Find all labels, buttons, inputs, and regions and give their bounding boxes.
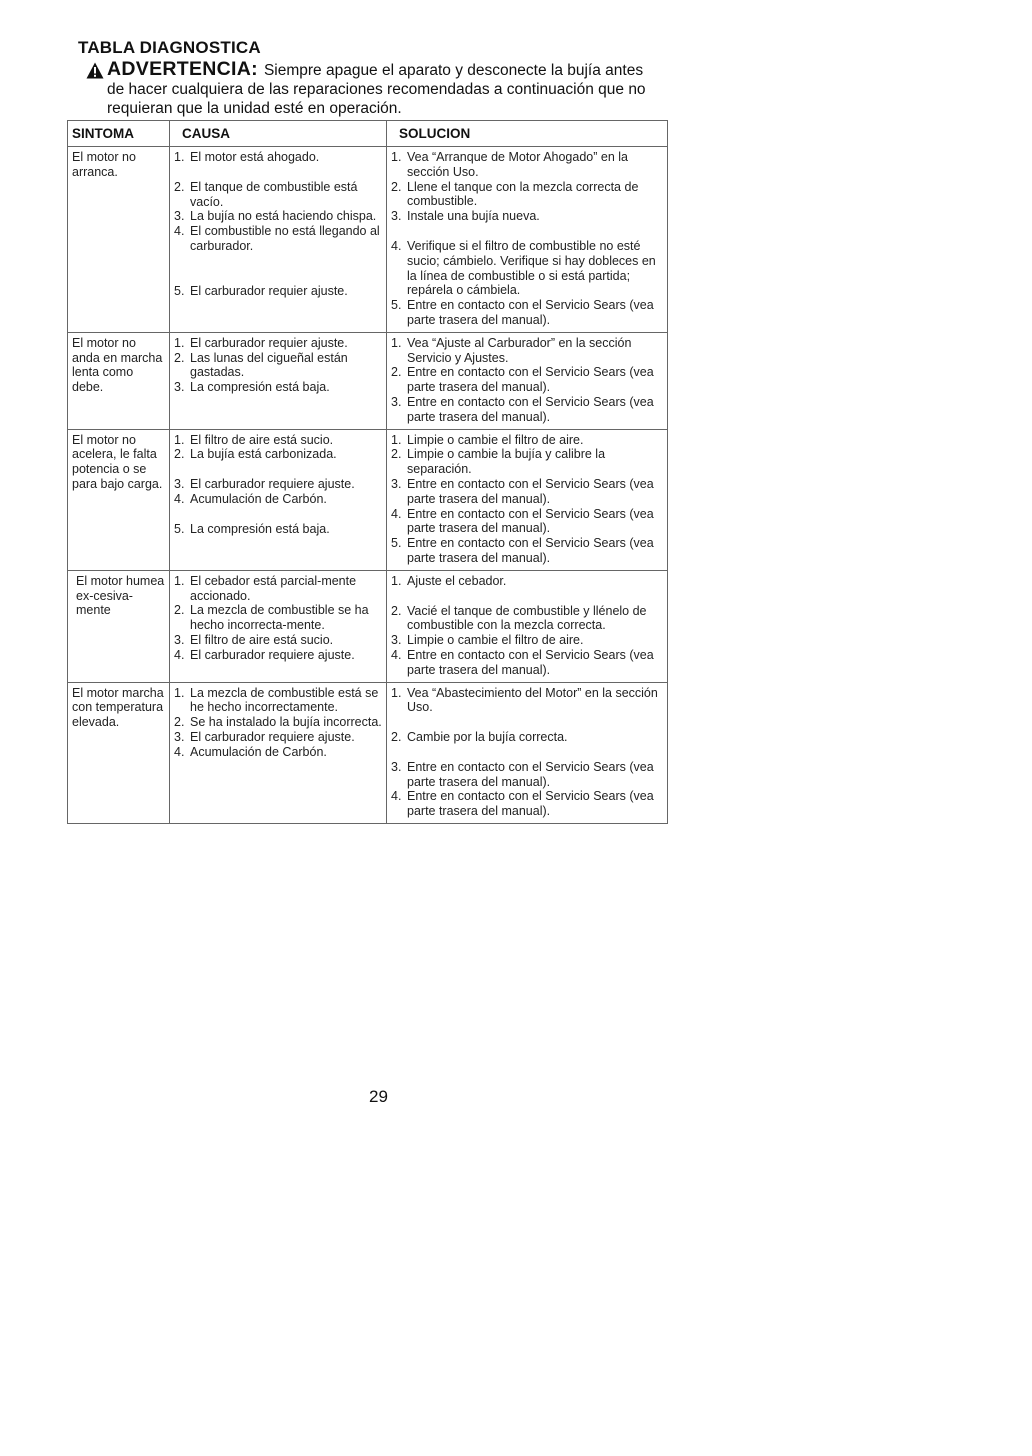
solution-item: 2. Llene el tanque con la mezcla correcta de combustible.	[391, 179, 639, 209]
symptom-cell: El motor marcha con temperatura elevada.	[68, 682, 170, 824]
solution-item: 1. Ajuste el cebador.	[391, 573, 507, 588]
table-row	[68, 332, 668, 429]
solution-item: 1. Vea “Arranque de Motor Ahogado” en la sección Uso.	[391, 150, 628, 179]
table-row	[68, 429, 668, 570]
solution-item: 4. Entre en contacto con el Servicio Sears (vea parte trasera del manual).	[391, 789, 654, 819]
solution-item: 5. Entre en contacto con el Servicio Sears (vea parte trasera del manual).	[391, 298, 654, 327]
solution-item: 4. Entre en contacto con el Servicio Sears (vea parte trasera del manual).	[391, 647, 654, 677]
cause-item: 4. El carburador requiere ajuste.	[174, 647, 355, 662]
solution-item: 2. Limpie o cambie la bujía y calibre la separación.	[391, 447, 606, 477]
solution-item: 3. Entre en contacto con el Servicio Sears (vea parte trasera del manual).	[391, 476, 654, 506]
cause-item: 2. La bujía está carbonizada.	[174, 447, 337, 462]
cause-item: 1. La mezcla de combustible está se he hecho incorrectamente.	[174, 685, 379, 715]
solution-item: 4. Entre en contacto con el Servicio Sears (vea parte trasera del manual).	[391, 506, 654, 536]
solution-item: 3. Limpie o cambie el filtro de aire.	[391, 633, 584, 648]
solution-item: 1. Vea “Abastecimiento del Motor” en la sección Uso.	[391, 685, 658, 715]
solution-item: 2. Cambie por la bujía correcta.	[391, 730, 568, 745]
solution-item: 4. Verifique si el filtro de combustible no esté sucio; cámbielo. Verifique si hay dobleces en la línea de combustible o si está partida; repárela o cámbiela.	[391, 238, 656, 298]
solution-item: 1. Limpie o cambie el filtro de aire.	[391, 432, 584, 447]
table-row	[68, 570, 668, 682]
warning-triangle-icon	[86, 62, 104, 79]
cause-item: 3. El filtro de aire está sucio.	[174, 632, 334, 647]
cause-item: 4. Acumulación de Carbón.	[174, 491, 327, 506]
warning-label: ADVERTENCIA:	[107, 58, 258, 80]
warning-text-line1: Siempre apague el aparato y desconecte la bujía antes	[263, 62, 644, 79]
solution-cell	[387, 147, 668, 333]
header-cause: CAUSA	[170, 121, 387, 147]
table-header-row	[68, 121, 668, 147]
page-heading: TABLA DIAGNOSTICA	[78, 38, 261, 57]
table-row	[68, 682, 668, 824]
cause-item: 4. El combustible no está llegando al carburador.	[174, 224, 380, 253]
solution-item: 3. Entre en contacto con el Servicio Sears (vea parte trasera del manual).	[391, 759, 654, 789]
solution-item: 5. Entre en contacto con el Servicio Sears (vea parte trasera del manual).	[391, 536, 654, 565]
solution-item: 2. Entre en contacto con el Servicio Sears (vea parte trasera del manual).	[391, 365, 654, 395]
cause-item: 2. La mezcla de combustible se ha hecho incorrecta-mente.	[174, 603, 369, 633]
cause-item: 1. El motor está ahogado.	[174, 150, 320, 164]
cause-item: 3. La bujía no está haciendo chispa.	[174, 209, 377, 224]
solution-item: 3. Entre en contacto con el Servicio Sears (vea parte trasera del manual).	[391, 394, 654, 424]
table-row	[68, 147, 668, 333]
page-number: 29	[369, 1087, 388, 1106]
cause-item: 2. Se ha instalado la bujía incorrecta.	[174, 715, 382, 730]
symptom-cell: El motor humea ex-cesiva-mente	[68, 570, 170, 682]
warning-text: de hacer cualquiera de las reparaciones recomendadas a continuación que no requieran que la unidad esté en operación.	[107, 81, 646, 117]
cause-cell	[170, 429, 387, 570]
warning-notice	[86, 60, 676, 118]
cause-item: 5. La compresión está baja.	[174, 521, 330, 536]
diagnostic-table	[67, 120, 668, 824]
cause-cell	[170, 570, 387, 682]
cause-cell	[170, 147, 387, 333]
cause-cell	[170, 332, 387, 429]
cause-item: 3. La compresión está baja.	[174, 380, 330, 395]
cause-item: 2. Las lunas del cigueñal están gastadas.	[174, 350, 348, 380]
symptom-cell: El motor no arranca.	[68, 147, 170, 333]
cause-cell	[170, 682, 387, 824]
header-symptom: SINTOMA	[68, 121, 170, 147]
solution-cell	[387, 682, 668, 824]
cause-item: 4. Acumulación de Carbón.	[174, 744, 327, 759]
symptom-cell: El motor no anda en marcha lenta como debe.	[68, 332, 170, 429]
cause-item: 5. El carburador requier ajuste.	[174, 283, 348, 298]
cause-item: 1. El filtro de aire está sucio.	[174, 432, 334, 447]
cause-item: 3. El carburador requiere ajuste.	[174, 729, 355, 744]
solution-cell	[387, 332, 668, 429]
solution-cell	[387, 570, 668, 682]
header-solution: SOLUCION	[387, 121, 668, 147]
cause-item: 2. El tanque de combustible está vacío.	[174, 179, 358, 209]
cause-item: 1. El cebador está parcial-mente accionado.	[174, 573, 357, 603]
symptom-cell: El motor no acelera, le falta potencia o se para bajo carga.	[68, 429, 170, 570]
solution-item: 1. Vea “Ajuste al Carburador” en la sección Servicio y Ajustes.	[391, 335, 632, 365]
cause-item: 1. El carburador requier ajuste.	[174, 335, 348, 350]
solution-item: 2. Vacié el tanque de combustible y llénelo de combustible con la mezcla correcta.	[391, 603, 647, 633]
solution-cell	[387, 429, 668, 570]
solution-item: 3. Instale una bujía nueva.	[391, 209, 540, 224]
cause-item: 3. El carburador requiere ajuste.	[174, 477, 355, 492]
